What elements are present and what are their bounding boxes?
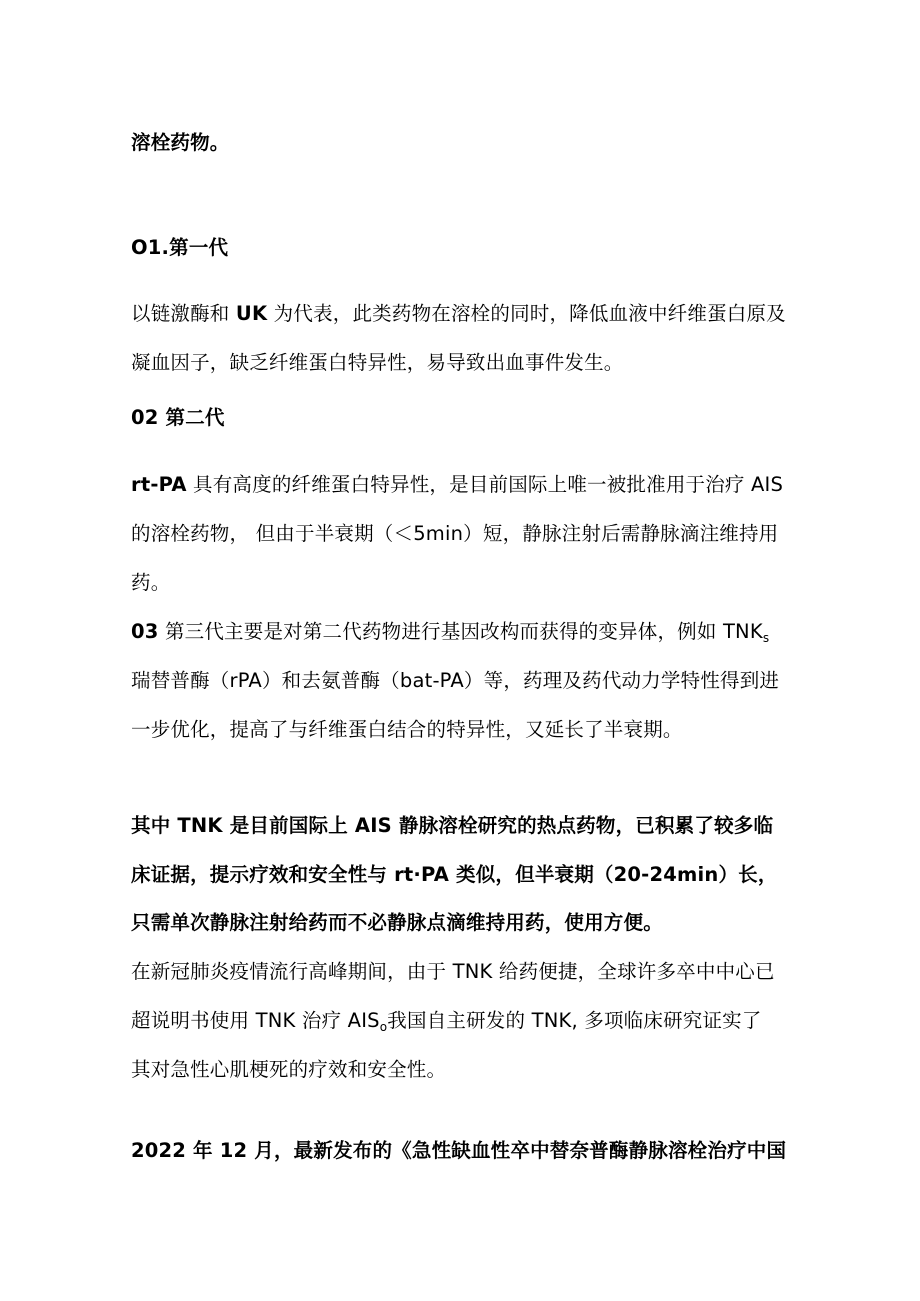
tnk-highlight-line: 只需单次静脉注射给药而不必静脉点滴维持用药，使用方便。 xyxy=(131,911,663,934)
section-heading-first-gen: O1.第一代 xyxy=(131,236,229,259)
paragraph-line xyxy=(131,1008,801,1034)
text-run: 为代表，此类药物在溶栓的同时，降低血液中纤维蛋白原及 xyxy=(267,302,786,325)
paragraph-line: 在新冠肺炎疫情流行高峰期间，由于 TNK 给药便捷，全球许多卒中中心已 xyxy=(131,960,775,983)
text-run: 第三代主要是对第二代药物进行基因改构而获得的变异体，例如 TNK xyxy=(158,620,763,643)
paragraph-line: 瑞替普酶（rPA）和去氨普酶（bat-PA）等，药理及药代动力学特性得到进 xyxy=(131,669,780,692)
subscript: o xyxy=(379,1020,388,1034)
section-heading-second-gen: 02 第二代 xyxy=(131,406,225,429)
tnk-highlight-line: 其中 TNK 是目前国际上 AIS 静脉溶栓研究的热点药物，已积累了较多临 xyxy=(131,814,774,837)
term-uk: UK xyxy=(235,302,268,325)
paragraph-line: 药。 xyxy=(131,571,171,594)
section-number-03: 03 xyxy=(131,620,159,643)
paragraph-line: 的溶栓药物， 但由于半衰期（＜5min）短，静脉注射后需静脉滴注维持用 xyxy=(131,522,779,545)
term-rt-pa: rt-PA xyxy=(131,473,187,496)
paragraph-line xyxy=(131,472,801,498)
text-run: 以链激酶和 xyxy=(131,302,236,325)
subscript: s xyxy=(762,631,770,645)
text-run: 我国自主研发的 TNK, 多项临床研究证实了 xyxy=(387,1009,762,1032)
paragraph-line xyxy=(131,619,801,645)
paragraph-line: 一步优化，提高了与纤维蛋白结合的特异性，又延长了半衰期。 xyxy=(131,718,683,741)
guideline-line: 2022 年 12 月，最新发布的《急性缺血性卒中替奈普酶静脉溶栓治疗中国 xyxy=(131,1139,787,1162)
intro-tail-text: 溶栓药物。 xyxy=(131,131,230,154)
paragraph-line xyxy=(131,301,801,327)
text-run: 具有高度的纤维蛋白特异性，是目前国际上唯一被批准用于治疗 AIS xyxy=(186,473,784,496)
paragraph-line: 其对急性心肌梗死的疗效和安全性。 xyxy=(131,1058,447,1081)
paragraph-line: 凝血因子，缺乏纤维蛋白特异性，易导致出血事件发生。 xyxy=(131,351,624,374)
tnk-highlight-line: 床证据，提示疗效和安全性与 rt·PA 类似，但半衰期（20-24min）长， xyxy=(131,863,778,886)
text-run: 超说明书使用 TNK 治疗 AIS xyxy=(131,1009,380,1032)
